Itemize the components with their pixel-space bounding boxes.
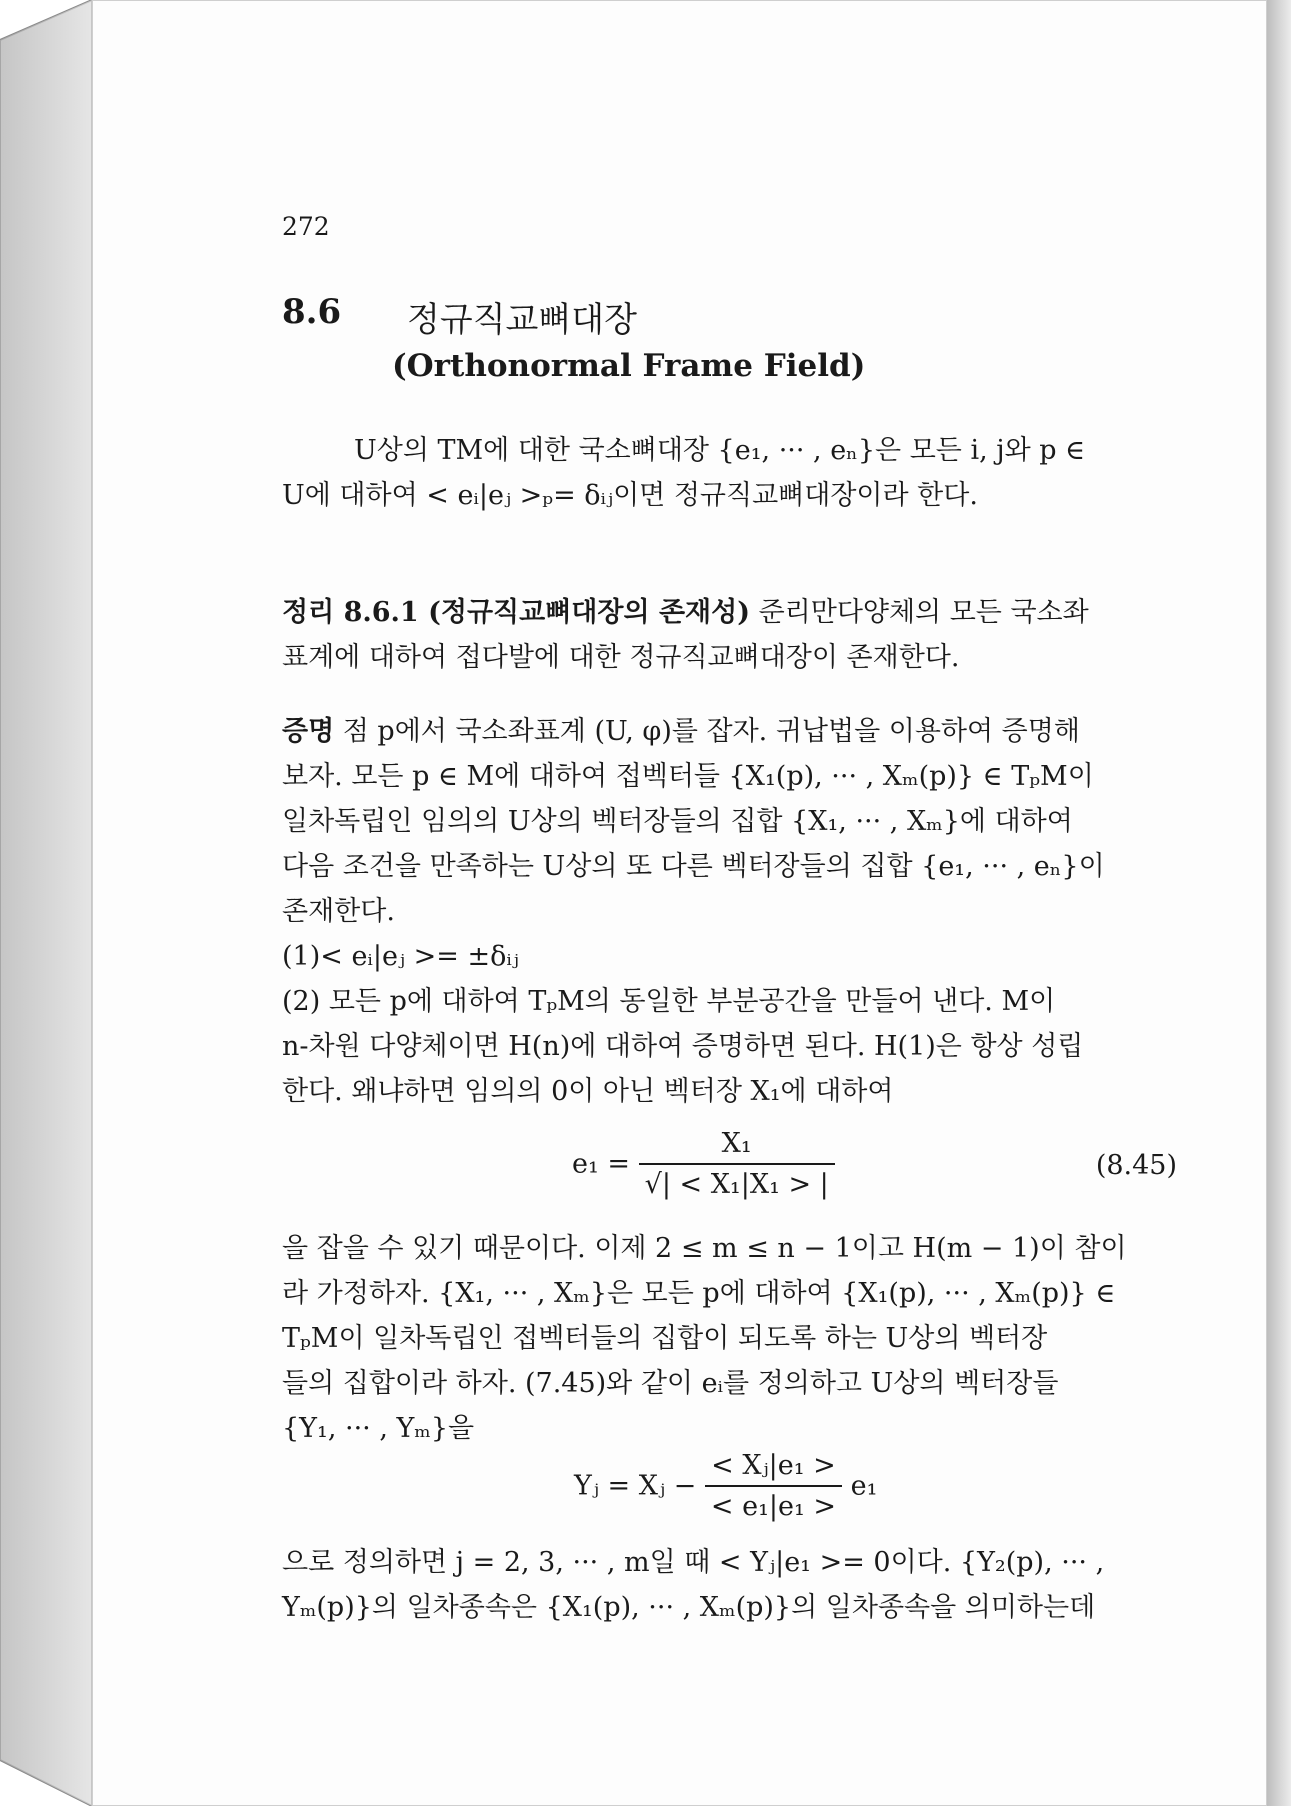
theorem-paragraph — [282, 590, 1177, 680]
theorem-label: 정리 8.6.1 (정규직교뼈대장의 존재성) — [282, 597, 750, 628]
proof-condition-1: (1)< eᵢ|eⱼ >= ±δᵢⱼ — [282, 941, 519, 972]
proof-line-10: 을 잡을 수 있기 때문이다. 이제 2 ≤ m ≤ n − 1이고 H(m − 1)이 참이 — [282, 1233, 1127, 1264]
theorem-text-1: 준리만다양체의 모든 국소좌 — [749, 597, 1089, 628]
proof-paragraph-final — [282, 1540, 1177, 1630]
equation-number: (8.45) — [1095, 1150, 1177, 1181]
fraction-numerator: X₁ — [639, 1128, 835, 1165]
equation-fraction — [639, 1128, 835, 1200]
definition-line-2: U에 대하여 < eᵢ|eⱼ >ₚ= δᵢⱼ이면 정규직교뼈대장이라 한다. — [282, 480, 978, 511]
theorem-line-2: 표계에 대하여 접다발에 대한 정규직교뼈대장이 존재한다. — [282, 642, 960, 673]
proof-paragraph — [282, 709, 1177, 1114]
book-spine-edge — [0, 0, 92, 1806]
equation-yj — [282, 1450, 1177, 1530]
page-number: 272 — [282, 212, 330, 241]
proof-condition-2: (2) 모든 p에 대하여 TₚM의 동일한 부분공간을 만들어 낸다. M이 — [282, 986, 1056, 1017]
theorem-line-1 — [282, 590, 1177, 635]
fraction-denominator: < e₁|e₁ > — [710, 1491, 837, 1522]
proof-line-15: 으로 정의하면 j = 2, 3, ··· , m일 때 < Yⱼ|e₁ >= 0이다. {Y₂(p), ··· , — [282, 1547, 1105, 1578]
proof-line-11: 라 가정하자. {X₁, ··· , Xₘ}은 모든 p에 대하여 {X₁(p), ··· , Xₘ(p)} ∈ — [282, 1278, 1116, 1309]
proof-paragraph-continued — [282, 1226, 1177, 1451]
proof-line-4: 다음 조건을 만족하는 U상의 또 다른 벡터장들의 집합 {e₁, ··· , eₙ}이 — [282, 851, 1105, 882]
definition-paragraph — [282, 428, 1177, 518]
section-title-english: (Orthonormal Frame Field) — [392, 348, 866, 384]
proof-line-2: 보자. 모든 p ∈ M에 대하여 접벡터들 {X₁(p), ··· , Xₘ(p)} ∈ TₚM이 — [282, 761, 1094, 792]
proof-line-9: 한다. 왜냐하면 임의의 0이 아닌 벡터장 X₁에 대하여 — [282, 1076, 894, 1107]
proof-line-12: TₚM이 일차독립인 접벡터들의 집합이 되도록 하는 U상의 벡터장 — [282, 1323, 1048, 1354]
proof-line-16: Yₘ(p)}의 일차종속은 {X₁(p), ··· , Xₘ(p)}의 일차종속을 의미하는데 — [282, 1592, 1096, 1623]
equation-lhs: Yⱼ = Xⱼ − — [574, 1470, 697, 1502]
proof-line-14: {Y₁, ··· , Yₘ}을 — [282, 1413, 475, 1444]
equation-8-45 — [282, 1128, 1177, 1212]
fraction-numerator: < Xⱼ|e₁ > — [705, 1450, 842, 1487]
equation-fraction — [705, 1450, 842, 1522]
page-edge-shadow — [1267, 0, 1291, 1806]
section-title-korean: 정규직교뼈대장 — [407, 300, 637, 340]
equation-lhs: e₁ = — [572, 1148, 631, 1180]
fraction-denominator: √| < X₁|X₁ > | — [644, 1169, 829, 1200]
definition-line-1: U상의 TM에 대한 국소뼈대장 {e₁, ··· , eₙ}은 모든 i, j와 p ∈ — [354, 435, 1086, 466]
proof-line-3: 일차독립인 임의의 U상의 벡터장들의 집합 {X₁, ··· , Xₘ}에 대하여 — [282, 806, 1073, 837]
section-number: 8.6 — [282, 292, 342, 332]
proof-line-8: n-차원 다양체이면 H(n)에 대하여 증명하면 된다. H(1)은 항상 성립 — [282, 1031, 1084, 1062]
proof-line-13: 들의 집합이라 하자. (7.45)와 같이 eᵢ를 정의하고 U상의 벡터장들 — [282, 1368, 1059, 1399]
equation-rhs: e₁ — [850, 1470, 878, 1502]
proof-line-5: 존재한다. — [282, 896, 395, 927]
proof-line-1: 증명 점 p에서 국소좌표계 (U, φ)를 잡자. 귀납법을 이용하여 증명해 — [282, 716, 1080, 747]
proof-label: 증명 — [282, 716, 335, 747]
